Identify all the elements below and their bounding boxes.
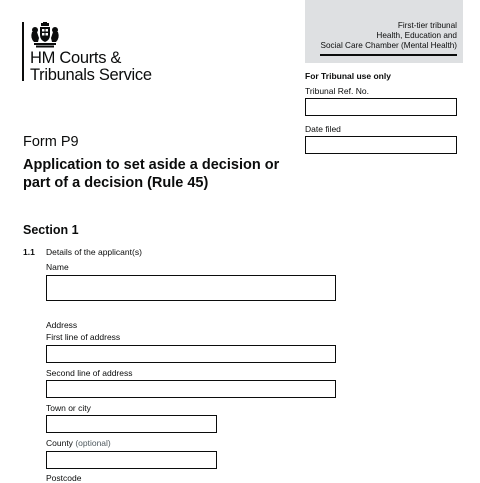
question-text: Details of the applicant(s) — [46, 247, 142, 257]
date-filed-label: Date filed — [305, 124, 341, 134]
county-field[interactable] — [46, 451, 217, 469]
address-line1-field[interactable] — [46, 345, 336, 363]
town-label: Town or city — [46, 403, 91, 413]
address-line1-label: First line of address — [46, 332, 121, 342]
tribunal-name-line2: Health, Education and — [376, 31, 457, 40]
county-optional-hint: (optional) — [75, 438, 111, 448]
tribunal-header-rule — [320, 54, 457, 56]
organisation-name-line2: Tribunals Service — [30, 66, 152, 84]
date-filed-field[interactable] — [305, 136, 457, 154]
address-line2-field[interactable] — [46, 380, 336, 398]
address-heading: Address — [46, 320, 78, 330]
question-number: 1.1 — [23, 247, 35, 257]
tribunal-header-box — [305, 0, 463, 63]
name-field[interactable] — [46, 275, 336, 301]
tribunal-ref-field[interactable] — [305, 98, 457, 116]
logo-rule — [22, 22, 24, 81]
tribunal-name-line3: Social Care Chamber (Mental Health) — [320, 41, 457, 50]
organisation-name-line1: HM Courts & — [30, 49, 122, 67]
town-field[interactable] — [46, 415, 217, 433]
office-use-heading: For Tribunal use only — [305, 71, 391, 81]
royal-crest-icon — [30, 22, 60, 48]
name-label: Name — [46, 262, 69, 272]
tribunal-ref-label: Tribunal Ref. No. — [305, 86, 369, 96]
county-label-text: County — [46, 438, 73, 448]
section-title: Section 1 — [23, 223, 79, 237]
form-title: Application to set aside a decision or part of a decision (Rule 45) — [23, 157, 280, 191]
postcode-label: Postcode — [46, 473, 82, 483]
tribunal-name-line1: First-tier tribunal — [397, 21, 457, 30]
county-label — [46, 438, 111, 448]
address-line2-label: Second line of address — [46, 368, 133, 378]
form-number: Form P9 — [23, 134, 79, 150]
